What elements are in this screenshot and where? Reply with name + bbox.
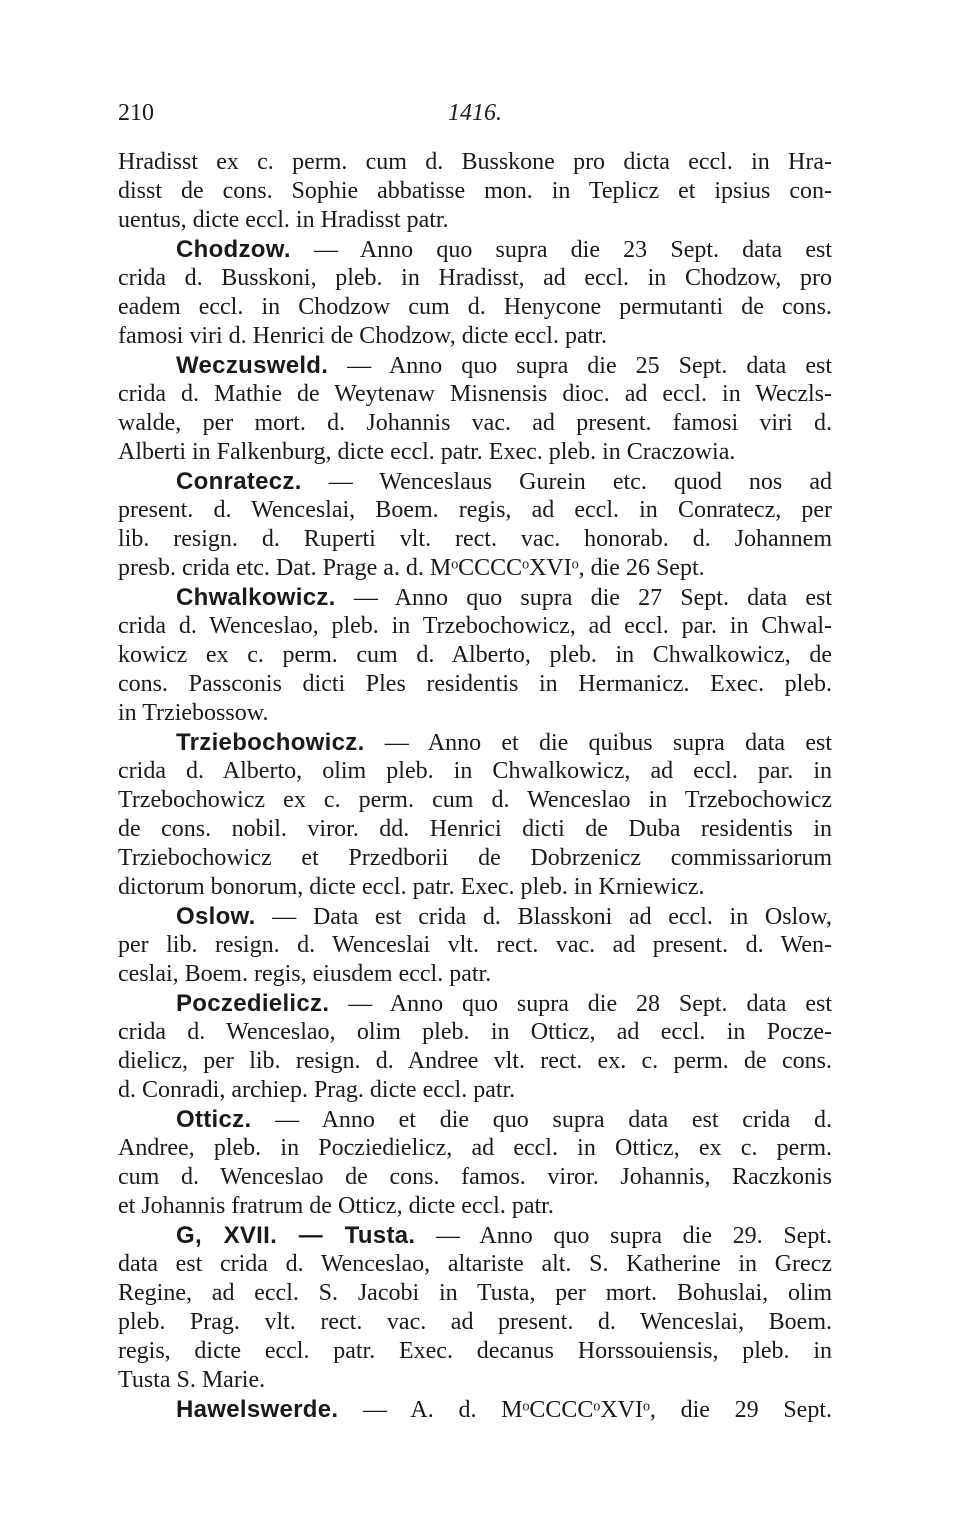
text-line <box>118 1250 832 1279</box>
text-line <box>118 844 832 873</box>
line-text: Alberti in Falkenburg, dicte eccl. patr. Exec. pleb. in Craczowia. <box>118 439 736 465</box>
place-heading: Chodzow. <box>176 236 291 263</box>
line-text: ceslai, Boem. regis, eiusdem eccl. patr. <box>118 961 492 987</box>
text-line <box>118 1163 832 1192</box>
line-text: crida d. Busskoni, pleb. in Hradisst, ad eccl. in Chodzow, pro <box>118 265 832 291</box>
line-text: dictorum bonorum, dicte eccl. patr. Exec. pleb. in Krniewicz. <box>118 874 705 900</box>
line-text: pleb. Prag. vlt. rect. vac. ad present. d. Wenceslai, Boem. <box>118 1309 832 1335</box>
line-text: Andree, pleb. in Pocziedielicz, ad eccl. in Otticz, ex c. perm. <box>118 1135 832 1161</box>
running-head <box>118 96 832 130</box>
text-line <box>118 1279 832 1308</box>
line-text: crida d. Wenceslao, olim pleb. in Otticz, ad eccl. in Pocze- <box>118 1019 832 1045</box>
line-text: — Wenceslaus Gurein etc. quod nos ad <box>301 469 832 495</box>
text-line <box>118 670 832 699</box>
text-line <box>118 1018 832 1047</box>
text-line <box>118 612 832 641</box>
place-heading: G, XVII. — Tusta. <box>176 1222 416 1249</box>
place-heading: Trziebochowicz. <box>176 729 365 756</box>
text-line <box>118 583 832 612</box>
text-line <box>118 1076 832 1105</box>
place-heading: Weczusweld. <box>176 352 329 379</box>
text-line <box>118 264 832 293</box>
place-heading: Chwalkowicz. <box>176 584 336 611</box>
line-text: eadem eccl. in Chodzow cum d. Henycone permutanti de cons. <box>118 294 832 320</box>
text-line <box>118 902 832 931</box>
text-line <box>118 1221 832 1250</box>
line-text: crida d. Mathie de Weytenaw Misnensis dioc. ad eccl. in Weczls- <box>118 381 832 407</box>
text-line <box>118 554 832 583</box>
text-line <box>118 757 832 786</box>
line-text: Trziebochowicz et Przedborii de Dobrzenicz commissariorum <box>118 845 832 871</box>
text-line <box>118 728 832 757</box>
place-heading: Conratecz. <box>176 468 302 495</box>
place-heading: Poczedielicz. <box>176 990 330 1017</box>
text-line <box>118 1105 832 1134</box>
line-text: — Anno quo supra die 27 Sept. data est <box>335 585 832 611</box>
text-line <box>118 206 832 235</box>
text-line <box>118 815 832 844</box>
text-line <box>118 177 832 206</box>
line-text: regis, dicte eccl. patr. Exec. decanus Horssouiensis, pleb. in <box>118 1338 832 1364</box>
line-text: famosi viri d. Henrici de Chodzow, dicte eccl. patr. <box>118 323 607 349</box>
text-line <box>118 351 832 380</box>
text-line <box>118 1047 832 1076</box>
line-text: crida d. Alberto, olim pleb. in Chwalkowicz, ad eccl. par. in <box>118 758 832 784</box>
line-text: de cons. nobil. viror. dd. Henrici dicti de Duba residentis in <box>118 816 832 842</box>
line-text: walde, per mort. d. Johannis vac. ad present. famosi viri d. <box>118 410 832 436</box>
line-text: — Anno et die quibus supra data est <box>364 730 832 756</box>
line-text: cons. Passconis dicti Ples residentis in Hermanicz. Exec. pleb. <box>118 671 832 697</box>
line-text: presb. crida etc. Dat. Prage a. d. MᵒCCCCᵒXVIᵒ, die 26 Sept. <box>118 555 705 581</box>
text-line <box>118 322 832 351</box>
text-line <box>118 931 832 960</box>
line-text: — Anno quo supra die 29. Sept. <box>415 1223 832 1249</box>
text-line <box>118 960 832 989</box>
text-line <box>118 1308 832 1337</box>
body-text <box>118 148 832 1424</box>
line-text: — Anno et die quo supra data est crida d. <box>251 1107 832 1133</box>
place-heading: Oslow. <box>176 903 256 930</box>
line-text: d. Conradi, archiep. Prag. dicte eccl. patr. <box>118 1077 516 1103</box>
line-text: Trzebochowicz ex c. perm. cum d. Wenceslao in Trzebochowicz <box>118 787 832 813</box>
text-line <box>118 641 832 670</box>
line-text: present. d. Wenceslai, Boem. regis, ad eccl. in Conratecz, per <box>118 497 832 523</box>
text-line <box>118 1366 832 1395</box>
text-line <box>118 873 832 902</box>
line-text: crida d. Wenceslao, pleb. in Trzebochowicz, ad eccl. par. in Chwal- <box>118 613 832 639</box>
text-line <box>118 380 832 409</box>
text-line <box>118 409 832 438</box>
place-heading: Otticz. <box>176 1106 252 1133</box>
line-text: kowicz ex c. perm. cum d. Alberto, pleb. in Chwalkowicz, de <box>118 642 832 668</box>
line-text: et Johannis fratrum de Otticz, dicte eccl. patr. <box>118 1193 554 1219</box>
line-text: — A. d. MᵒCCCCᵒXVIᵒ, die 29 Sept. <box>338 1397 832 1423</box>
line-text: — Data est crida d. Blasskoni ad eccl. in Oslow, <box>255 904 832 930</box>
line-text: — Anno quo supra die 23 Sept. data est <box>290 237 832 263</box>
text-line <box>118 1337 832 1366</box>
text-line <box>118 699 832 728</box>
text-line <box>118 786 832 815</box>
line-text: uentus, dicte eccl. in Hradisst patr. <box>118 207 449 233</box>
text-line <box>118 496 832 525</box>
text-line <box>118 235 832 264</box>
line-text: Tusta S. Marie. <box>118 1367 266 1393</box>
line-text: per lib. resign. d. Wenceslai vlt. rect. vac. ad present. d. Wen- <box>118 932 832 958</box>
page-number: 210 <box>118 100 154 126</box>
text-line <box>118 293 832 322</box>
place-heading: Hawelswerde. <box>176 1396 339 1423</box>
text-line <box>118 467 832 496</box>
line-text: cum d. Wenceslao de cons. famos. viror. Johannis, Raczkonis <box>118 1164 832 1190</box>
line-text: Hradisst ex c. perm. cum d. Busskone pro dicta eccl. in Hra- <box>118 149 832 175</box>
text-line <box>118 525 832 554</box>
text-line <box>118 1192 832 1221</box>
line-text: lib. resign. d. Ruperti vlt. rect. vac. honorab. d. Johannem <box>118 526 832 552</box>
text-line <box>118 1134 832 1163</box>
line-text: data est crida d. Wenceslao, altariste alt. S. Katherine in Grecz <box>118 1251 832 1277</box>
line-text: in Trziebossow. <box>118 700 269 726</box>
text-line <box>118 148 832 177</box>
line-text: Regine, ad eccl. S. Jacobi in Tusta, per mort. Bohuslai, olim <box>118 1280 832 1306</box>
line-text: — Anno quo supra die 28 Sept. data est <box>329 991 832 1017</box>
text-line <box>118 1395 832 1424</box>
line-text: dielicz, per lib. resign. d. Andree vlt. rect. ex. c. perm. de cons. <box>118 1048 832 1074</box>
running-title-year: 1416. <box>448 100 502 126</box>
line-text: disst de cons. Sophie abbatisse mon. in Teplicz et ipsius con- <box>118 178 832 204</box>
text-line <box>118 989 832 1018</box>
line-text: — Anno quo supra die 25 Sept. data est <box>328 353 832 379</box>
text-line <box>118 438 832 467</box>
